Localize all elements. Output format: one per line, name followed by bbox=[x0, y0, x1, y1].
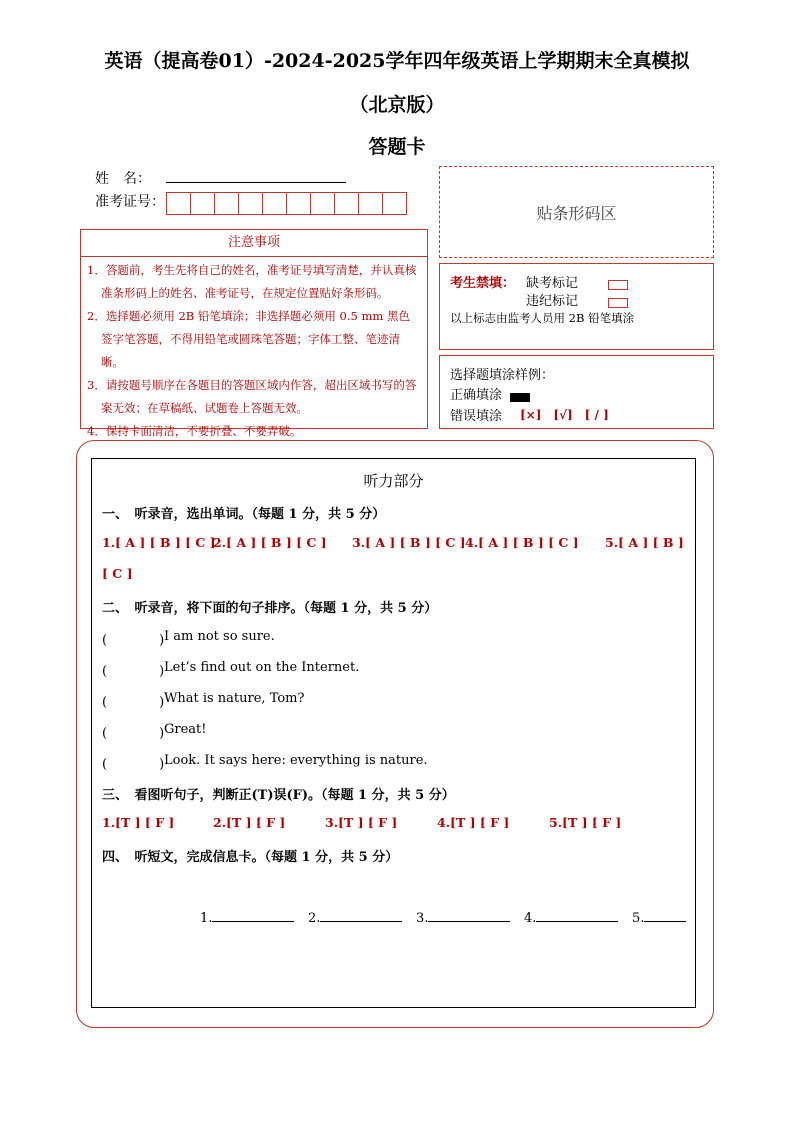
id-cell[interactable] bbox=[310, 192, 335, 215]
id-cell[interactable] bbox=[358, 192, 383, 215]
page-subtitle: （北京版） bbox=[349, 94, 445, 116]
s1-q2-options[interactable]: 2.[ A ] [ B ] [ C ] bbox=[213, 535, 327, 550]
s2-sentence: Look. It says here: everything is nature. bbox=[164, 753, 428, 768]
wrong-fill-label: 错误填涂 bbox=[450, 409, 503, 424]
barcode-label: 贴条形码区 bbox=[536, 204, 617, 223]
id-cell[interactable] bbox=[262, 192, 287, 215]
s4-blank-2[interactable]: 2. bbox=[308, 909, 402, 926]
s4-blank-3[interactable]: 3. bbox=[416, 909, 510, 926]
name-label: 姓 名： bbox=[95, 171, 151, 187]
answer-card-title: 答题卡 bbox=[368, 136, 426, 158]
s2-paren[interactable]: ( ) bbox=[102, 633, 165, 648]
s3-q1-options[interactable]: 1.[T ] [ F ] bbox=[102, 815, 175, 830]
barcode-area bbox=[439, 166, 714, 258]
s2-sentence: Great! bbox=[164, 722, 207, 737]
s2-sentence: What is nature, Tom? bbox=[164, 691, 305, 706]
s4-blank-1[interactable]: 1. bbox=[200, 909, 294, 926]
s1-q5-options[interactable]: 5.[ A ] [ B ] bbox=[605, 535, 684, 550]
s2-sentence: Let’s find out on the Internet. bbox=[164, 660, 360, 675]
fill-sample-box bbox=[439, 355, 714, 429]
notice-heading: 注意事项 bbox=[81, 230, 427, 257]
s3-q5-options[interactable]: 5.[T ] [ F ] bbox=[549, 815, 622, 830]
id-label: 准考证号： bbox=[95, 194, 165, 210]
notice-item: 1．答题前，考生先将自己的姓名，准考证号填写清楚，并认真核准条形码上的姓名、准考证号，在规定位置贴好条形码。 bbox=[87, 263, 417, 300]
s1-q5-option-c[interactable]: [ C ] bbox=[102, 566, 133, 581]
notice-item: 2．选择题必须用 2B 铅笔填涂；非选择题必须用 0.5 mm 黑色签字笔答题，不得用铅笔或圆珠笔答题；字体工整、笔迹清晰。 bbox=[87, 309, 410, 369]
s2-paren[interactable]: ( ) bbox=[102, 664, 165, 679]
s4-blank-4[interactable]: 4. bbox=[524, 909, 618, 926]
fill-sample-heading: 选择题填涂样例： bbox=[450, 368, 555, 383]
listening-title: 听力部分 bbox=[363, 472, 424, 490]
s2-sentence: I am not so sure. bbox=[164, 629, 275, 644]
violation-mark[interactable] bbox=[608, 298, 628, 308]
s2-paren[interactable]: ( ) bbox=[102, 726, 165, 741]
id-cell[interactable] bbox=[286, 192, 311, 215]
id-cell[interactable] bbox=[238, 192, 263, 215]
id-cells[interactable] bbox=[166, 192, 407, 215]
section-3-heading: 三、 看图听句子，判断正(T)误(F)。（每题 1 分，共 5 分） bbox=[102, 788, 455, 803]
forbidden-label: 考生禁填： bbox=[450, 276, 516, 291]
notice-box bbox=[80, 229, 428, 438]
absent-mark[interactable] bbox=[608, 280, 628, 290]
forbidden-box bbox=[439, 263, 714, 350]
id-cell[interactable] bbox=[190, 192, 215, 215]
section-1-heading: 一、 听录音，选出单词。（每题 1 分，共 5 分） bbox=[102, 507, 386, 522]
s3-q3-options[interactable]: 3.[T ] [ F ] bbox=[325, 815, 398, 830]
notice-item: 4．保持卡面清洁，不要折叠、不要弄破。 bbox=[87, 424, 302, 438]
absent-label: 缺考标记 bbox=[526, 276, 579, 291]
section-4-heading: 四、 听短文，完成信息卡。（每题 1 分，共 5 分） bbox=[102, 850, 399, 865]
id-cell[interactable] bbox=[382, 192, 407, 215]
id-cell[interactable] bbox=[214, 192, 239, 215]
s1-q3-options[interactable]: 3.[ A ] [ B ] [ C ] bbox=[352, 535, 466, 550]
wrong-fill-marks: [×] [√] [ / ] bbox=[520, 408, 609, 422]
s3-q2-options[interactable]: 2.[T ] [ F ] bbox=[213, 815, 286, 830]
correct-fill-label: 正确填涂 bbox=[450, 388, 503, 403]
s1-q4-options[interactable]: 4.[ A ] [ B ] [ C ] bbox=[465, 535, 579, 550]
section-2-heading: 二、 听录音，将下面的句子排序。（每题 1 分，共 5 分） bbox=[102, 601, 438, 616]
id-cell[interactable] bbox=[166, 192, 191, 215]
s3-q4-options[interactable]: 4.[T ] [ F ] bbox=[437, 815, 510, 830]
s1-q1-options[interactable]: 1.[ A ] [ B ] [ C ] bbox=[102, 535, 216, 550]
violation-label: 违纪标记 bbox=[526, 294, 579, 309]
s2-paren[interactable]: ( ) bbox=[102, 695, 165, 710]
s2-paren[interactable]: ( ) bbox=[102, 757, 165, 772]
notice-item: 3．请按题号顺序在各题目的答题区域内作答，超出区域书写的答案无效；在草稿纸、试题卷上答题无效。 bbox=[87, 378, 417, 415]
s4-blank-5[interactable]: 5. bbox=[632, 909, 686, 926]
forbidden-note: 以上标志由监考人员用 2B 铅笔填涂 bbox=[450, 311, 635, 325]
id-cell[interactable] bbox=[334, 192, 359, 215]
page-title: 英语（提高卷01）-2024-2025学年四年级英语上学期期末全真模拟 bbox=[104, 50, 690, 72]
name-field[interactable] bbox=[166, 182, 346, 183]
correct-fill-sample bbox=[510, 393, 530, 402]
